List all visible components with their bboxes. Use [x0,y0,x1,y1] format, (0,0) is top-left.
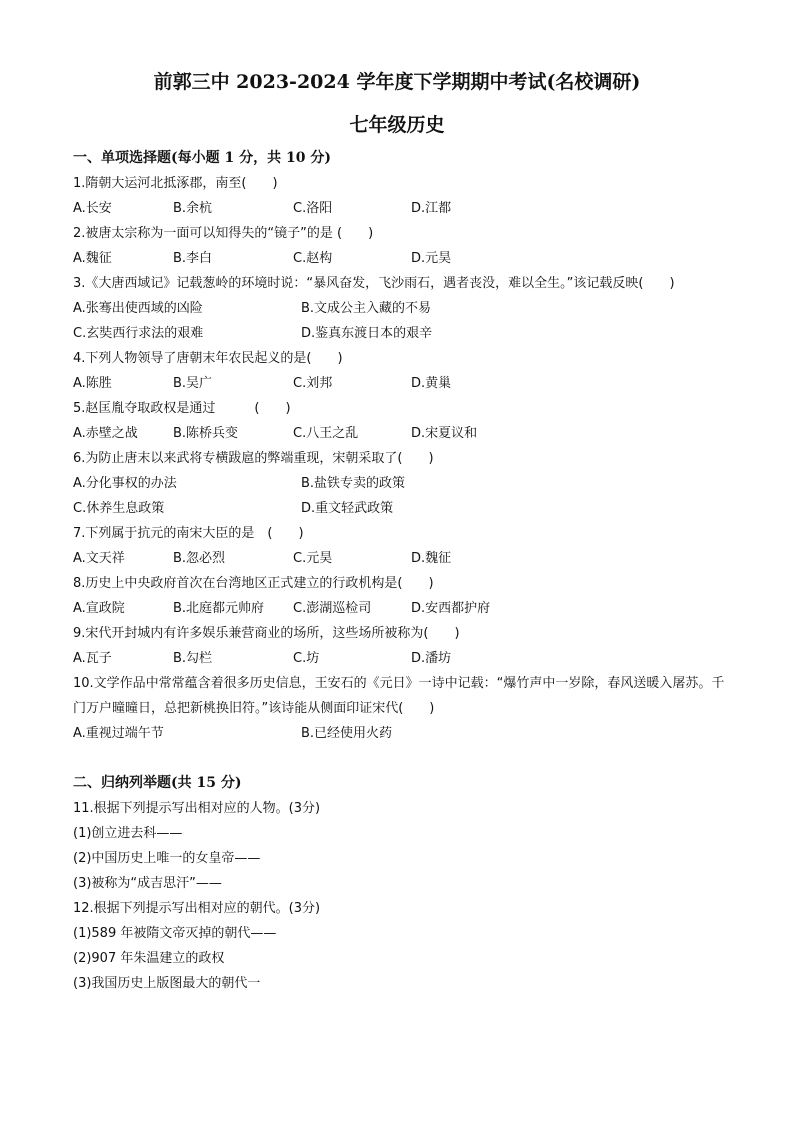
option: D.潘坊 [411,651,452,666]
question-stem: 3.《大唐西域记》记载葱岭的环境时说：“暴风奋发，飞沙雨石，遇者丧没，难以全生。”该记载反映( ) [73,276,675,291]
option: A.分化事权的办法 [73,476,177,491]
option: A.赤壁之战 [73,426,138,441]
options-row [73,646,733,671]
option: B.北庭都元帅府 [173,601,265,616]
option: B.余杭 [173,201,213,216]
question-stem: 9.宋代开封城内有许多娱乐兼营商业的场所，这些场所被称为( ) [73,626,460,641]
question-stem: 10.文学作品中常常蕴含着很多历史信息，王安石的《元日》一诗中记载：“爆竹声中一岁除，春风送暖入屠苏。千门万户曈曈日，总把新桃换旧符。”该诗能从侧面印证宋代( ) [73,676,725,716]
option: D.元昊 [411,251,452,266]
exam-content [73,146,733,996]
option: C.八王之乱 [293,426,359,441]
options-row [73,496,733,521]
question-stem: 11.根据下列提示写出相对应的人物。(3分) [73,801,321,816]
option: A.瓦子 [73,651,112,666]
question-stem: 6.为防止唐末以来武将专横跋扈的弊端重现，宋朝采取了( ) [73,451,434,466]
option: D.安西都护府 [411,601,491,616]
section-heading: 一、单项选择题(每小题 1 分，共 10 分) [73,150,331,166]
option: D.宋夏议和 [411,426,478,441]
option: D.魏征 [411,551,452,566]
option: B.已经使用火药 [301,726,393,741]
fill-item: (3)被称为“成吉思汗”—— [73,876,222,891]
options-row [73,721,733,746]
option: D.黄巢 [411,376,452,391]
question-stem: 1.隋朝大运河北抵涿郡，南至( ) [73,176,278,191]
option: B.忽必烈 [173,551,226,566]
fill-item: (1)创立进去科—— [73,826,183,841]
options-row [73,196,733,221]
question-stem: 7.下列属于抗元的南宋大臣的是 ( ) [73,526,304,541]
option: D.鉴真东渡日本的艰辛 [301,326,433,341]
exam-title: 前郭三中 2023-2024 学年度下学期期中考试(名校调研) [153,71,641,93]
question-stem: 5.赵匡胤夺取政权是通过 ( ) [73,401,291,416]
options-row [73,246,733,271]
option: B.李白 [173,251,213,266]
options-row [73,321,733,346]
options-row [73,296,733,321]
option: C.玄奘西行求法的艰难 [73,326,204,341]
option: C.刘邦 [293,376,333,391]
option: B.吴广 [173,376,213,391]
option: A.魏征 [73,251,112,266]
options-row [73,596,733,621]
option: C.澎湖巡检司 [293,601,372,616]
option: A.张骞出使西域的凶险 [73,301,203,316]
section-heading: 二、归纳列举题(共 15 分) [73,775,242,791]
option: B.文成公主入藏的不易 [301,301,432,316]
options-row [73,371,733,396]
option: D.重文轻武政策 [301,501,394,516]
fill-item: (2)907 年朱温建立的政权 [73,951,225,966]
options-row [73,421,733,446]
exam-subtitle: 七年级历史 [349,114,445,136]
option: D.江都 [411,201,452,216]
option: C.元昊 [293,551,333,566]
option: B.勾栏 [173,651,213,666]
option: C.休养生息政策 [73,501,165,516]
question-stem: 12.根据下列提示写出相对应的朝代。(3分) [73,901,321,916]
option: C.洛阳 [293,201,333,216]
option: A.重视过端午节 [73,726,164,741]
option: C.赵构 [293,251,333,266]
option: C.坊 [293,651,320,666]
question-stem: 2.被唐太宗称为一面可以知得失的“镜子”的是 ( ) [73,226,374,241]
question-stem: 4.下列人物领导了唐朝末年农民起义的是( ) [73,351,343,366]
option: B.盐铁专卖的政策 [301,476,406,491]
option: B.陈桥兵变 [173,426,239,441]
options-row [73,546,733,571]
option: A.文天祥 [73,551,125,566]
option: A.长安 [73,201,112,216]
option: A.宣政院 [73,601,125,616]
question-stem: 8.历史上中央政府首次在台湾地区正式建立的行政机构是( ) [73,576,434,591]
options-row [73,471,733,496]
fill-item: (3)我国历史上版图最大的朝代一 [73,976,261,991]
fill-item: (2)中国历史上唯一的女皇帝—— [73,851,261,866]
option: A.陈胜 [73,376,112,391]
fill-item: (1)589 年被隋文帝灭掉的朝代—— [73,926,277,941]
spacer [73,746,733,771]
